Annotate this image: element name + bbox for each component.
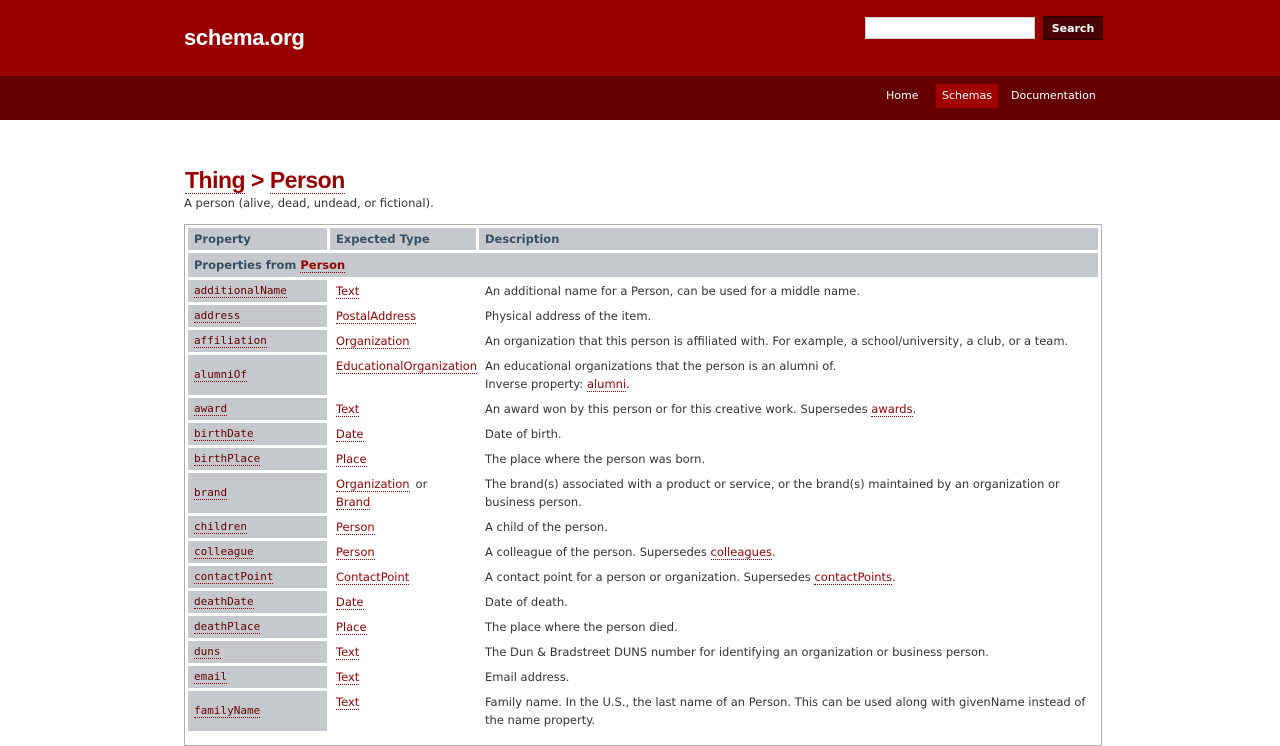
description-cell [479,448,1098,470]
type-link[interactable]: Date [336,427,364,441]
table-row [188,516,1098,538]
description-cell [479,616,1098,638]
breadcrumb-thing-link[interactable]: Thing [185,167,246,193]
property-cell [188,616,327,638]
table-row [188,541,1098,563]
property-link[interactable]: brand [194,486,228,499]
expected-type-cell [330,423,476,445]
inverse-property-link[interactable]: alumni [586,377,627,391]
expected-type-cell [330,473,476,513]
description-text: An additional name for a Person, can be used for a middle name. [485,284,860,298]
nav-documentation[interactable]: Documentation [1011,89,1096,102]
description-text: The place where the person died. [485,620,678,634]
type-link[interactable]: Place [336,620,367,634]
property-cell [188,516,327,538]
table-row [188,398,1098,420]
property-link[interactable]: contactPoint [194,570,274,583]
description-cell [479,566,1098,588]
description-text: Email address. [485,670,570,684]
description-text: Physical address of the item. [485,309,652,323]
page-description: A person (alive, dead, undead, or fictional). [184,196,434,210]
description-text: A contact point for a person or organization. Supersedes [485,570,815,584]
property-link[interactable]: colleague [194,545,254,558]
description-cell [479,305,1098,327]
expected-type-cell [330,280,476,302]
table-row [188,591,1098,613]
table-row [188,280,1098,302]
description-cell [479,330,1098,352]
property-link[interactable]: affiliation [194,334,267,347]
header-expected-type: Expected Type [330,228,476,250]
type-link[interactable]: Text [336,645,360,659]
type-link[interactable]: Person [336,545,375,559]
type-link[interactable]: Text [336,670,360,684]
section-heading [188,253,1098,277]
table-row [188,566,1098,588]
inverse-property-suffix: . [626,377,630,391]
type-link[interactable]: Place [336,452,367,466]
expected-type-cell [330,448,476,470]
description-text: A child of the person. [485,520,608,534]
properties-table-container [184,224,1102,746]
description-cell [479,691,1098,731]
property-cell [188,591,327,613]
description-cell [479,541,1098,563]
expected-type-cell [330,566,476,588]
property-link[interactable]: deathPlace [194,620,261,633]
property-link[interactable]: familyName [194,704,261,717]
type-link[interactable]: Person [336,520,375,534]
property-cell [188,330,327,352]
property-link[interactable]: email [194,670,228,683]
breadcrumb-person-link[interactable]: Person [269,167,345,193]
type-link[interactable]: Organization [336,477,410,491]
section-prefix: Properties from [194,258,301,272]
site-logo[interactable]: schema.org [184,25,305,50]
supersedes-link[interactable]: colleagues [710,545,773,559]
table-row [188,616,1098,638]
property-cell [188,666,327,688]
description-text: A colleague of the person. Supersedes [485,545,711,559]
table-row [188,305,1098,327]
description-text: An educational organizations that the person is an alumni of. [485,359,837,373]
description-text: Date of death. [485,595,568,609]
description-text: An organization that this person is affiliated with. For example, a school/university, a club, or a team. [485,334,1069,348]
property-cell [188,473,327,513]
description-cell [479,423,1098,445]
expected-type-cell [330,691,476,731]
search-button[interactable]: Search [1043,16,1103,40]
description-cell [479,280,1098,302]
type-link[interactable]: Date [336,595,364,609]
property-cell [188,541,327,563]
breadcrumb [185,167,345,194]
expected-type-cell [330,330,476,352]
expected-type-cell [330,616,476,638]
section-row [188,253,1098,277]
description-suffix: . [772,545,776,559]
table-row [188,423,1098,445]
expected-type-cell [330,591,476,613]
property-link[interactable]: children [194,520,247,533]
table-row [188,448,1098,470]
property-link[interactable]: address [194,309,241,322]
description-text: Date of birth. [485,427,562,441]
type-or-separator: or [415,477,428,491]
type-link[interactable]: Organization [336,334,410,348]
expected-type-cell [330,641,476,663]
expected-type-cell [330,516,476,538]
expected-type-cell [330,541,476,563]
description-cell [479,666,1098,688]
description-text: Family name. In the U.S., the last name of an Person. This can be used along with givenName instead of the name property. [485,695,1086,727]
header-property: Property [188,228,327,250]
property-cell [188,305,327,327]
property-link[interactable]: award [194,402,228,415]
description-text: The brand(s) associated with a product or service, or the brand(s) maintained by an organization or business person. [485,477,1060,509]
description-cell [479,516,1098,538]
description-text: The Dun & Bradstreet DUNS number for identifying an organization or business person. [485,645,989,659]
type-link[interactable]: Text [336,402,360,416]
property-cell [188,398,327,420]
property-cell [188,423,327,445]
property-cell [188,691,327,731]
section-person-link[interactable]: Person [300,258,346,272]
property-link[interactable]: birthPlace [194,452,261,465]
property-link[interactable]: deathDate [194,595,254,608]
expected-type-cell [330,398,476,420]
type-link[interactable]: Brand [336,495,371,509]
description-cell [479,591,1098,613]
description-cell [479,641,1098,663]
nav-home[interactable]: Home [886,89,919,102]
table-row [188,641,1098,663]
properties-table [185,225,1101,734]
inverse-property-label: Inverse property: [485,377,587,391]
expected-type-cell [330,666,476,688]
property-cell [188,355,327,395]
header-description: Description [479,228,1098,250]
type-link[interactable]: ContactPoint [336,570,410,584]
table-row [188,330,1098,352]
table-header-row [188,228,1098,250]
description-text: The place where the person was born. [485,452,706,466]
description-cell [479,473,1098,513]
type-link[interactable]: Text [336,284,360,298]
description-cell [479,355,1098,395]
type-link[interactable]: Text [336,695,360,709]
table-row [188,666,1098,688]
property-link[interactable]: additionalName [194,284,287,297]
property-link[interactable]: duns [194,645,221,658]
property-link[interactable]: alumniOf [194,368,247,381]
table-row [188,691,1098,731]
supersedes-link[interactable]: contactPoints [814,570,893,584]
expected-type-cell [330,355,476,395]
table-body [188,253,1098,731]
breadcrumb-separator: > [245,167,270,193]
property-cell [188,566,327,588]
expected-type-cell [330,305,476,327]
description-suffix: . [912,402,917,416]
nav-schemas[interactable]: Schemas [936,84,998,108]
table-row [188,355,1098,395]
property-cell [188,641,327,663]
description-cell [479,398,1098,420]
property-cell [188,448,327,470]
property-cell [188,280,327,302]
supersedes-link[interactable]: awards [871,402,913,416]
table-row [188,473,1098,513]
type-link[interactable]: PostalAddress [336,309,417,323]
description-text: An award won by this person or for this creative work. Supersedes [485,402,872,416]
description-suffix: . [892,570,896,584]
type-link[interactable]: EducationalOrganization [336,359,478,373]
search-input[interactable] [865,17,1035,39]
property-link[interactable]: birthDate [194,427,254,440]
